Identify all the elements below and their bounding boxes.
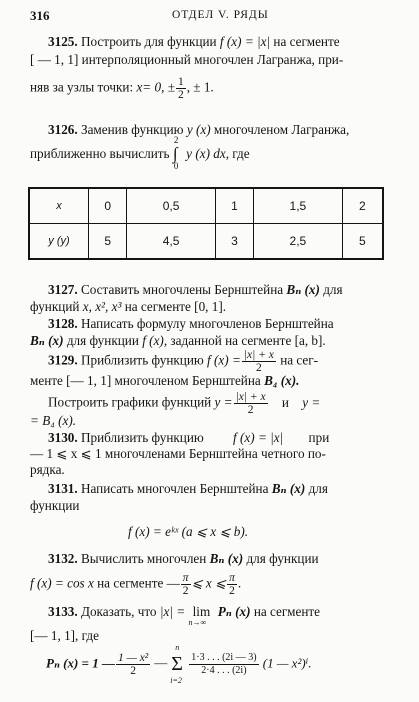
problem-number: 3131.	[48, 481, 78, 496]
problem-3129-line-1	[48, 349, 318, 374]
problem-number: 3126.	[48, 122, 78, 137]
text: при	[308, 430, 330, 445]
text: на сег-	[280, 352, 319, 368]
problem-3131-formula	[128, 524, 248, 540]
problem-3130-line-2: — 1 ⩽ x ⩽ 1 многочленами Бернштейна четного по-	[30, 446, 326, 461]
text: для функции	[66, 333, 139, 348]
sum-operator	[170, 642, 188, 685]
problem-3128-line-2	[30, 333, 326, 349]
problem-3127-line-2	[30, 299, 226, 315]
text: Приблизить функцию	[80, 352, 204, 368]
formula: y =	[214, 394, 233, 410]
fraction-numerator: π	[229, 572, 235, 584]
table-header-x: x	[29, 188, 89, 224]
text: Построить графики функций	[48, 394, 212, 410]
problem-number: 3127.	[48, 282, 78, 297]
minus-sign: —	[154, 655, 168, 671]
problem-3129-line-4	[30, 413, 76, 429]
table-cell: 1,5	[254, 188, 342, 224]
text: для	[308, 481, 328, 496]
problem-3125-line-2: [ — 1, 1] интерполяционный многочлен Лагранжа, при-	[30, 52, 344, 67]
fraction-numerator: 1·3 . . . (2i — 3)	[191, 652, 257, 663]
table-row-x	[29, 188, 383, 224]
problem-3126-line-2	[30, 134, 250, 171]
text: на сегменте	[273, 34, 340, 49]
problem-3131-line-1	[48, 481, 328, 497]
text: и	[281, 394, 289, 410]
table-row-y	[29, 224, 383, 260]
formula: x= 0, ±	[136, 79, 175, 95]
text: приближенно вычислить	[30, 146, 170, 161]
formula: f (x) = |x|	[233, 430, 284, 445]
text: многочленом Лагранжа,	[213, 122, 350, 137]
table-cell: 4,5	[127, 224, 215, 260]
formula: x, x², x³	[82, 299, 122, 314]
problem-3130-line-1	[48, 430, 329, 446]
table-cell: 5	[89, 224, 127, 260]
fraction-one-half	[176, 76, 186, 101]
formula: f (x) =	[207, 352, 241, 368]
problem-3126-line-1	[48, 122, 349, 138]
limit-word: lim	[192, 604, 211, 619]
problem-3130-line-3: рядка.	[30, 462, 65, 477]
formula: Bₙ (x)	[271, 481, 306, 496]
formula: Bₙ (x)	[286, 282, 320, 297]
fraction-denominator: 2	[130, 665, 136, 677]
problem-3127-line-1	[48, 282, 343, 298]
formula: y =	[302, 394, 321, 410]
text: где	[232, 146, 250, 161]
text: менте [— 1, 1] многочленом Бернштейна	[30, 373, 261, 388]
integral-lower-limit: 0	[173, 160, 179, 171]
fraction-pi-half	[227, 572, 237, 597]
fraction	[116, 652, 150, 677]
problem-number: 3133.	[48, 604, 78, 619]
fraction-numerator: |x| + x	[243, 349, 274, 361]
fraction	[242, 349, 276, 374]
text: няв за узлы точки:	[30, 79, 134, 95]
table-header-y: y (y)	[29, 224, 89, 260]
text: Построить для функции	[80, 34, 217, 49]
problem-number: 3125.	[48, 34, 78, 49]
formula: B₄ (x).	[264, 373, 300, 388]
fraction-numerator: 1 — x²	[117, 652, 149, 664]
text: Заменив функцию	[80, 122, 184, 137]
problem-3133-line-2: [— 1, 1], где	[30, 628, 99, 643]
text: , ± 1.	[186, 79, 214, 95]
problem-3129-line-3	[48, 391, 320, 416]
fraction	[234, 391, 268, 416]
problem-number: 3130.	[48, 430, 78, 445]
limit-subscript: n→∞	[188, 618, 207, 627]
formula: ⩽ x ⩽	[191, 575, 227, 591]
formula: f (x) = cos x	[30, 575, 94, 591]
page-number: 316	[30, 8, 50, 23]
problem-3125-line-3	[30, 76, 214, 101]
formula: Bₙ (x)	[30, 333, 64, 348]
problem-3131-line-2: функции	[30, 498, 80, 513]
table-cell: 0	[89, 188, 127, 224]
fraction-denominator: 2	[177, 89, 184, 101]
problem-number: 3129.	[48, 352, 78, 368]
formula: y (x)	[186, 122, 211, 137]
sigma-symbol: Σ	[171, 652, 183, 675]
formula: f (x) = eᵏˣ (a ⩽ x ⩽ b).	[128, 524, 249, 539]
table-cell: 1	[215, 188, 253, 224]
limit-operator	[188, 604, 214, 627]
fraction-denominator: 2·4 . . . (2i)	[201, 665, 247, 676]
text: на сегменте [0, 1].	[124, 299, 227, 314]
running-title: ОТДЕЛ V. РЯДЫ	[172, 9, 269, 21]
fraction-numerator: 1	[177, 76, 184, 88]
text: Составить многочлены Бернштейна	[80, 282, 284, 297]
table-cell: 2,5	[254, 224, 342, 260]
values-table	[28, 187, 384, 260]
table-cell: 0,5	[127, 188, 215, 224]
text: Приблизить функцию	[80, 430, 204, 445]
sum-lower-limit: i=2	[170, 675, 182, 685]
text: Вычислить многочлен	[80, 551, 207, 566]
text: Доказать, что	[80, 604, 157, 619]
integral-sign	[172, 134, 183, 171]
formula: Bₙ (x)	[209, 551, 244, 566]
text: для функции	[246, 551, 319, 566]
formula: Pₙ (x) = 1 —	[46, 655, 115, 671]
formula: (1 — x²)ⁱ.	[262, 655, 312, 671]
fraction-denominator: 2	[229, 585, 235, 597]
problem-3132-line-1	[48, 551, 319, 567]
problem-3133-formula	[46, 642, 312, 685]
fraction-denominator: 2	[247, 404, 254, 416]
table-cell: 5	[342, 224, 383, 260]
sum-upper-limit: n	[175, 642, 180, 652]
problem-3129-line-2	[30, 373, 299, 389]
text: для	[323, 282, 343, 297]
formula: f (x) = |x|	[219, 34, 271, 49]
problem-3125-line-1	[48, 34, 340, 50]
fraction-denominator: 2	[255, 362, 262, 374]
formula: = B₄ (x).	[30, 413, 77, 428]
problem-3132-line-2	[30, 572, 241, 597]
table-cell: 3	[215, 224, 253, 260]
fraction-numerator: |x| + x	[235, 391, 266, 403]
text: на сегменте	[253, 604, 320, 619]
fraction-pi-half	[181, 572, 191, 597]
text: .	[237, 575, 242, 591]
formula: f (x),	[142, 333, 168, 348]
integral-symbol: ∫	[172, 143, 178, 163]
text: Написать многочлен Бернштейна	[80, 481, 269, 496]
problem-3133-line-1	[48, 604, 320, 627]
fraction-denominator: 2	[182, 585, 189, 597]
fraction-numerator: π	[182, 572, 189, 584]
text: заданной на сегменте [a, b].	[170, 333, 326, 348]
formula: y (x) dx,	[186, 146, 229, 161]
text: функций	[30, 299, 80, 314]
integral-upper-limit: 2	[173, 134, 179, 145]
text: на сегменте —	[97, 575, 180, 591]
formula: Pₙ (x)	[217, 604, 251, 619]
problem-number: 3128.	[48, 316, 78, 331]
table-cell: 2	[342, 188, 383, 224]
problem-3128-line-1	[48, 316, 334, 332]
text: Написать формулу многочленов Бернштейна	[80, 316, 334, 331]
formula: |x| =	[159, 604, 186, 619]
fraction	[189, 652, 258, 677]
problem-number: 3132.	[48, 551, 78, 566]
